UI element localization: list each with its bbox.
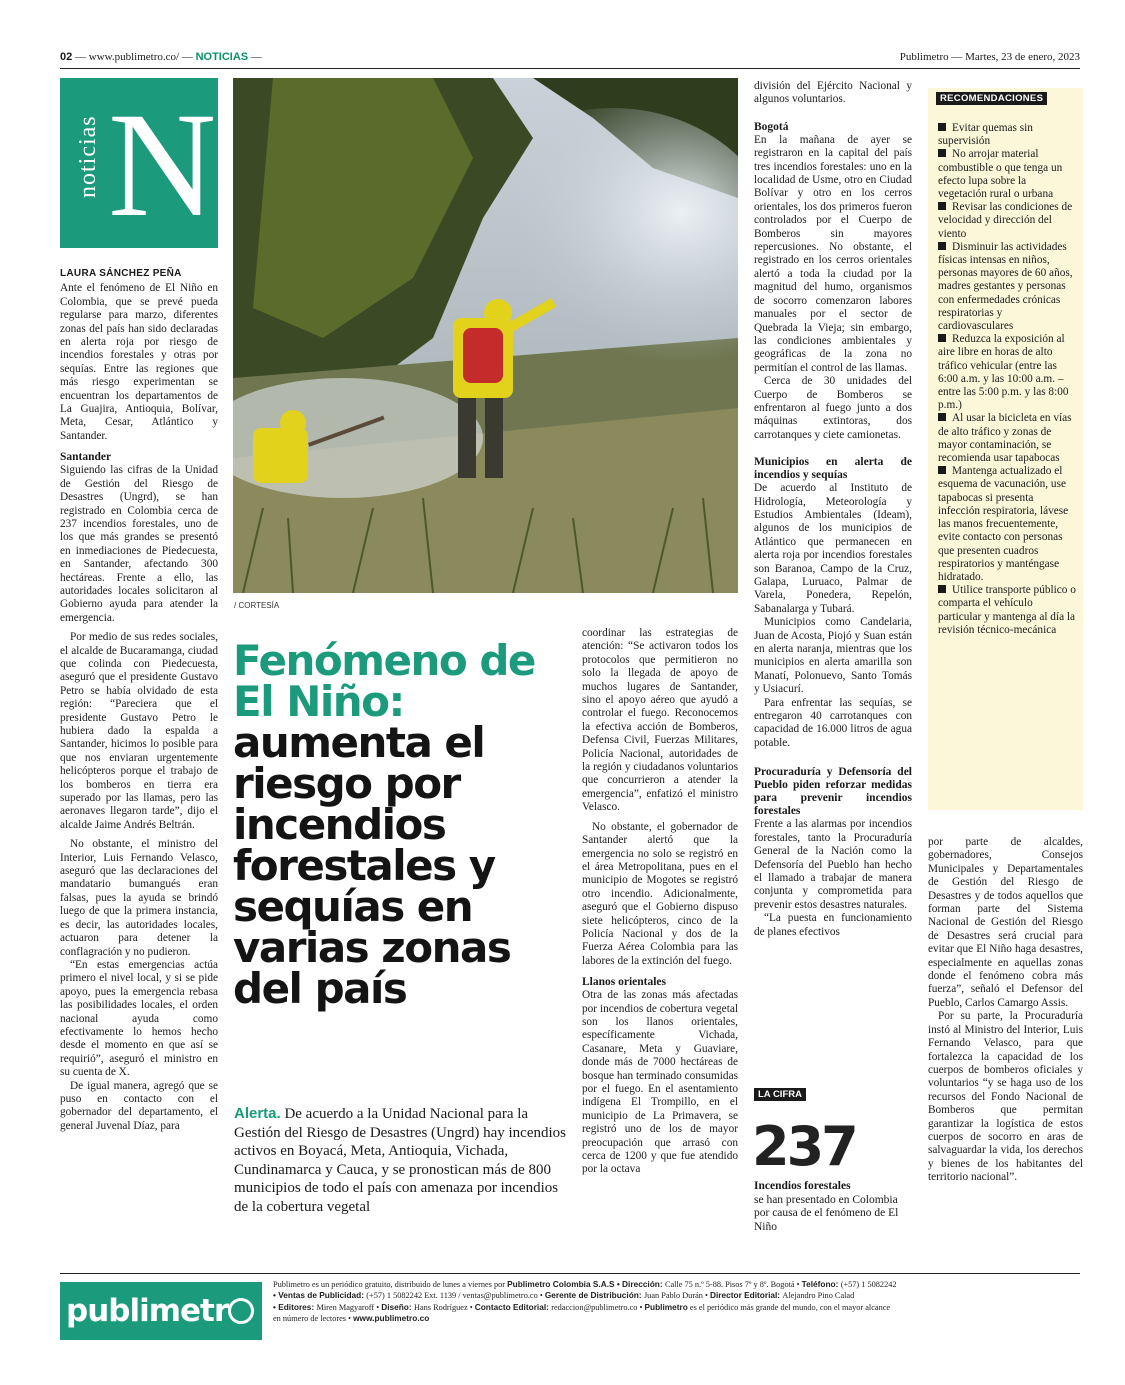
square-bullet-icon [938,466,946,474]
subheading-llanos: Llanos orientales [582,976,667,989]
recommendation-item: Reduzca la exposición al aire libre en horas de alto tráfico vehicular (entre las 6:00 a.m. y las 10:00 a.m. – entre las 5:00 p.m. y las 8:00 p.m.) [938,333,1069,412]
header-left: 02 — www.publimetro.co/ — NOTICIAS — [60,51,262,63]
byline: LAURA SÁNCHEZ PEÑA [60,268,182,279]
paragraph: “La puesta en funcionamiento de planes efectivos [754,912,912,938]
square-bullet-icon [938,585,946,593]
paragraph: Frente a las alarmas por incendios forestales, tanto la Procuraduría General de la Nación como la Defensoría del Pueblo han hecho el llamado a trabajar de manera conjunta y comprometida para prevenir estos desastres naturales. [754,818,912,911]
page-header [60,49,1080,69]
article-column-4 [754,80,912,939]
paragraph: Otra de las zonas más afectadas por incendios de cobertura vegetal son los llanos orientales, específicamente Vichada, Casanare, Meta y Guaviare, donde más de 7000 hectáreas de bosque han terminado consumidas por el fuego. En el asentamiento indígena El Trompillo, en el municipio de La Primavera, se registró uno de los de mayor preocupación que arrasó con cerca de 1200 y que fue atendido por la octava [582,989,738,1176]
figure-caption [754,1180,914,1234]
figure-number-box [752,1115,856,1178]
recommendation-item: Revisar las condiciones de velocidad y dirección del viento [938,201,1073,240]
subheading-municipios: Municipios en alerta de incendios y sequías [754,456,912,482]
headline-highlight: Fenómeno de El Niño: [233,636,535,726]
footer-credits: Publimetro es un periódico gratuito, distribuido de lunes a viernes por Publimetro Colombia S.A.S • Dirección: Calle 75 n.º 5-88. Pisos 7º y 8º. Bogotá • Teléfono: (+57) 1 5082242 • Ventas de Publicidad: (+57) 1 5082242 Ext. 1139 / ventas@publimetro.co • Gerente de Distribución: Juan Pablo Durán • Director Editorial: Alejandro Pino Calad • Editores: Miren Magyaroff • Diseño: Hans Rodríguez • Contacto Editorial: redaccion@publimetro.co • Publimetro es el periódico más grande del mundo, con el mayor alcance en número de lectores • www.publimetro.co [273,1279,897,1324]
paragraph: Por medio de sus redes sociales, el alcalde de Bucaramanga, ciudad que colinda con Piedecuesta, aseguró que el presidente Gustavo Petro se había olvidado de esta región: “Pareciera que el presidente Gustavo Petro le hubiera dado la espalda a Santander, hicimos lo posible para que nos enviaran urgentemente helicópteros porque el trabajo de los bomberos en tierra era superado por las llamas, pero las aeronaves llegaron tarde”, dijo el alcalde Jaime Andrés Beltrán. [60,631,218,831]
section-card [60,78,218,248]
recommendation-item: No arrojar material combustible o que tenga un efecto lupa sobre la vegetación rural o urbana [938,148,1063,201]
square-bullet-icon [938,242,946,250]
recommendations-tag: RECOMENDACIONES [936,92,1047,105]
page-footer [60,1273,1080,1329]
figure-title: Incendios forestales [754,1180,851,1192]
recommendation-item: Evitar quemas sin supervisión [938,122,1033,148]
headline [233,636,578,1013]
subheading-procuraduria: Procuraduría y Defensoría del Pueblo piden reforzar medidas para prevenir incendios forestales [754,766,912,818]
figure-text: se han presentado en Colombia por causa de el fenómeno de El Niño [754,1193,899,1233]
footer-website-link[interactable]: www.publimetro.co [353,1313,430,1324]
article-column-3 [582,627,738,1177]
recommendation-item: Disminuir las actividades físicas intensas en niños, personas mayores de 60 años, madres gestantes y personas con enfermedades crónicas respiratorias y cardiovasculares [938,240,1073,333]
recommendation-item: Utilice transporte público o comparta el vehículo particular y mantenga al día la revisión técnico-mecánica [938,584,1076,636]
paragraph: Para enfrentar las sequías, se entregaron 40 carrotanques con capacidad de 16.000 litros de agua potable. [754,696,912,749]
page-number: 02 [60,51,73,63]
lead-label: Alerta. [234,1105,281,1122]
logo-text: publimetr [66,1293,229,1329]
article-photo [233,78,738,593]
header-date: Publimetro — Martes, 23 de enero, 2023 [899,51,1080,63]
site-url[interactable]: www.publimetro.co/ [88,51,180,63]
firefighters-photo [233,78,738,593]
paragraph: “En estas emergencias actúa primero el nivel local, y si se pide apoyo, pues la emergencia rebasa las posibilidades locales, el orden nacional ayuda como efectivamente lo hemos hecho desde el momento en que así se requirió”, aseguró el ministro en su cuenta de X. [60,958,218,1079]
article-column-1 [60,267,218,1133]
section-card-label: noticias [75,115,101,198]
globe-icon [228,1298,254,1324]
square-bullet-icon [938,149,946,157]
subheading-santander: Santander [60,451,112,464]
section-card-letter: N [108,82,217,248]
figure-tag: LA CIFRA [754,1088,806,1101]
lead-text: De acuerdo a la Unidad Nacional para la Gestión del Riesgo de Desastres (Ungrd) hay incendios activos en Boyacá, Meta, Antioquia, Vichada, Cundinamarca y Cauca, y se pronostican más de 800 municipios de todo el país con amenaza por incendios de la cobertura vegetal [234,1106,567,1215]
paragraph: Por su parte, la Procuraduría instó al Ministro del Interior, Luis Fernando Velasco, para que fortalezca la capacidad de los cuerpos de bomberos oficiales y voluntarios “y se haga uso de los recursos del Fondo Nacional de Bomberos que permitan garantizar la logística de estos cuerpos de socorro en aras de salvaguardar la vida, los derechos y bienes de los habitantes del territorio nacional”. [928,1010,1083,1184]
paragraph: Ante el fenómeno de El Niño en Colombia, que se prevé pueda regularse para marzo, diferentes zonas del país han sido declaradas en alerta roja por riesgo de incendios forestales y otras por sequías. Entre las regiones que más riesgo experimentan se encuentran los departamentos de La Guajira, Antioquia, Bolívar, Meta, Cesar, Atlántico y Santander. [60,282,218,442]
recommendations-list [938,122,1076,637]
paragraph: Siguiendo las cifras de la Unidad de Gestión del Riesgo de Desastres (Ungrd), se han registrado en Colombia cerca de 237 incendios forestales, uno de los que más grandes se presentó en inmediaciones de Piedecuesta, en Santander, afectando 300 hectáreas. Frente a ello, las autoridades locales solicitaron al Gobierno ayuda para atender la emergencia. [60,464,218,624]
square-bullet-icon [938,123,946,131]
lead-paragraph [234,1105,569,1216]
square-bullet-icon [938,334,946,342]
paragraph: coordinar las estrategias de atención: “Se activaron todos los protocolos que permitieron no solo la llegada de apoyo de muchos lugares de Santander, sino el apoyo aéreo que ayudó a controlar el fuego. Reconocemos la efectiva acción de Bomberos, Defensa Civil, Fuerzas Militares, Policía Nacional, autoridades de la región y ciudadanos voluntarios que concurrieron a atender la emergencia”, enfatizó el ministro Velasco. [582,627,738,814]
section-name: NOTICIAS [195,51,249,63]
paragraph: división del Ejército Nacional y algunos voluntarios. [754,80,912,106]
square-bullet-icon [938,413,946,421]
article-column-5 [928,836,1083,1185]
recommendation-item: Mantenga actualizado el esquema de vacunación, use tapabocas si presenta infección respiratoria, lávese las manos frecuentemente, evite contacto con personas que presenten cuadros respiratorios y manténgase hidratado. [938,465,1069,583]
figure-number: 237 [752,1115,856,1178]
paragraph: Cerca de 30 unidades del Cuerpo de Bomberos se enfrentaron al fuego junto a dos máquinas extintoras, dos carrotanques y ciete camionetas. [754,375,912,441]
square-bullet-icon [938,202,946,210]
paragraph: No obstante, el ministro del Interior, Luis Fernando Velasco, aseguró que las declaraciones del mandatario bumangués eran falsas, pues la ayuda se brindó luego de que la primera instancia, es decir, las autoridades locales, actuaron para detener la conflagración y no pudieron. [60,838,218,958]
paragraph: No obstante, el gobernador de Santander alertó que la emergencia no solo se registró en el área Metropolitana, pues en el municipio de Mogotes se registró otro incendio. Adicionalmente, aseguró que el Gobierno dispuso siete helicópteros, cinco de la Policía Nacional y dos de la Fuerza Aérea Colombia para las labores de la extinción del fuego. [582,820,738,967]
paragraph: por parte de alcaldes, gobernadores, Consejos Municipales y Departamentales de Gestión del Riesgo de Desastres y de todos aquellos que forman parte del Sistema Nacional de Gestión del Riesgo de Desastres será crucial para evitar que El Niño haga desastres, especialmente en aquellas zonas donde el fenómeno cobra más fuerza”, señaló el Defensor del Pueblo, Carlos Camargo Assis. [928,836,1083,1009]
recommendation-item: Al usar la bicicleta en vías de alto tráfico y zonas de mayor contaminación, se recomienda usar tapabocas [938,412,1072,465]
headline-main: aumenta el riesgo por incendios forestales y sequías en varias zonas del país [233,718,511,1013]
recommendations-box [928,88,1083,810]
paragraph: De acuerdo al Instituto de Hidrología, Meteorología y Estudios Ambientales (Ideam), algunos de los municipios de Atlántico que permanecen en alerta roja por incendios forestales son Baranoa, Campo de la Cruz, Galapa, Luruaco, Palmar de Varela, Ponedera, Repelón, Sabanalarga y Tubará. [754,482,912,615]
publimetro-logo [60,1282,262,1340]
paragraph: En la mañana de ayer se registraron en la capital del país tres incendios forestales: uno en la localidad de Usme, otro en Ciudad Bolívar y otro en los cerros orientales, los dos primeros fueron controlados por el Cuerpo de Bomberos sin mayores repercusiones. No obstante, el registrado en los cerros orientales alertó a toda la ciudad por la magnitud del humo, organismos de socorro comenzaron labores manuales por el sector de Quebrada la Vieja; sin embargo, las condiciones ambientales y geográficas de la zona no permitían el control de las llamas. [754,133,912,374]
paragraph: Municipios como Candelaria, Juan de Acosta, Piojó y Suan están en alerta naranja, mientras que los municipios en alerta amarilla son Manatí, Polonuevo, Santo Tomás y Usiacurí. [754,616,912,696]
photo-credit: / CORTESÍA [234,601,280,610]
paragraph: De igual manera, agregó que se puso en contacto con el gobernador del departamento, el general Juvenal Díaz, para [60,1079,218,1132]
subheading-bogota: Bogotá [754,120,789,133]
